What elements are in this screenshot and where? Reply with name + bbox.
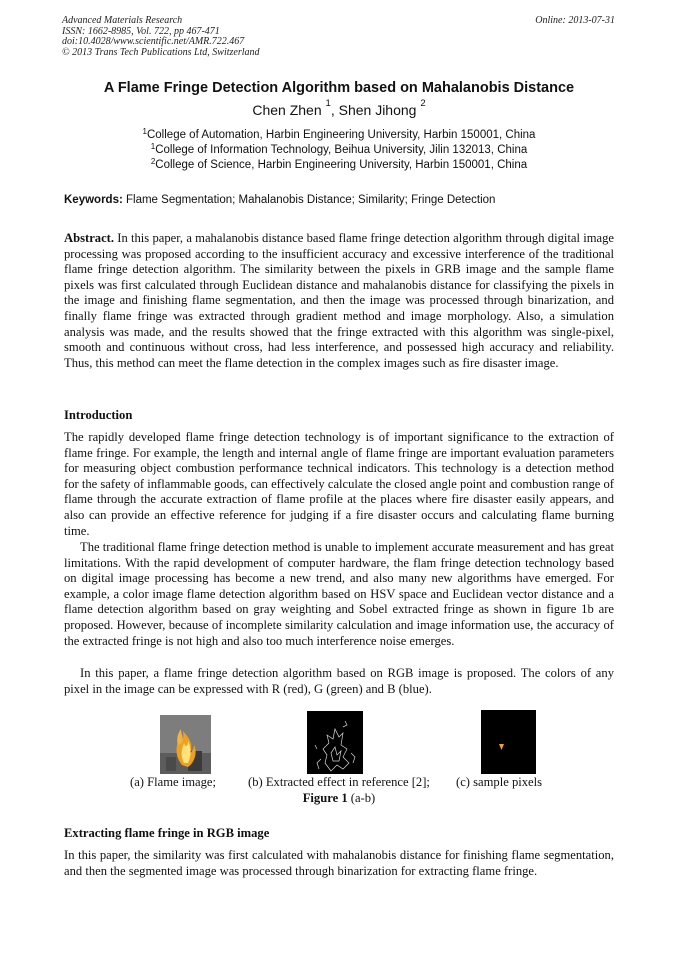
affiliation-list [0,128,678,172]
paper-title: A Flame Fringe Detection Algorithm based on Mahalanobis Distance [103,80,575,96]
figure-label: Figure 1 [302,791,348,805]
affiliation-sup: 2 [150,156,156,166]
online-date: Online: 2013-07-31 [535,15,615,26]
author-name: Chen Zhen [252,102,322,118]
journal-header [62,16,615,58]
issn-line: ISSN: 1662-8985, Vol. 722, pp 467-471 [62,25,220,37]
author-name: Shen Jihong [338,102,417,118]
copyright-line: © 2013 Trans Tech Publications Ltd, Switzerland [62,46,260,58]
keywords-text: Flame Segmentation; Mahalanobis Distance; Similarity; Fringe Detection [126,194,496,206]
introduction-heading: Introduction [64,408,133,422]
figure-suffix: (a-b) [347,791,376,805]
sample-pixels-image [481,710,536,774]
abstract [64,231,614,371]
affiliation-text: College of Science, Harbin Engineering University, Harbin 150001, China [155,158,528,171]
author-separator: , [330,102,339,118]
caption-c: (c) sample pixels [456,775,543,789]
section2-paragraph: In this paper, the similarity was first calculated with mahalanobis distance for finishing flame segmentation, and then the segmented image was processed through binarization for extracting flame fringe. [64,848,614,878]
flame-photo-graphic [160,715,211,774]
affiliation [0,128,678,143]
affiliation-sup: 1 [150,141,156,151]
affiliation-text: College of Automation, Harbin Engineering University, Harbin 150001, China [146,129,536,141]
keywords [64,194,620,206]
author-sup: 1 [325,98,331,109]
author-list [0,98,678,118]
edge-graphic [307,711,363,774]
flame-image [160,715,211,774]
caption-a: (a) Flame image; [130,775,217,789]
affiliation-text: College of Information Technology, Beihua University, Jilin 132013, China [155,143,528,156]
sample-graphic [481,710,536,774]
intro-paragraph: In this paper, a flame fringe detection algorithm based on RGB image is proposed. The colors of any pixel in the image can be expressed with R (red), G (green) and B (blue). [64,666,614,696]
abstract-text: In this paper, a mahalanobis distance based flame fringe detection algorithm through digital image processing was proposed according to the insufficient accuracy and excessive interference of the traditional flame fringe detection algorithm. The similarity between the pixels in GRB image and the sample flame pixels was first calculated through Euclidean distance and mahalanobis distance for classifying the pixels in the image and finishing flame segmentation, and then the image was processed through binarization, and finally flame fringe was extracted through gradient method and image morphology. Also, a simulation analysis was made, and the results showed that the fringe extracted with this algorithm was single-pixel, smooth and continuous without cross, had less interference, and possessed high accuracy and reliability. Thus, this method can meet the flame detection in the complex images such as fire disaster image. [64,231,614,370]
journal-name: Advanced Materials Research [62,15,183,26]
intro-paragraph: The traditional flame fringe detection method is unable to implement accurate measurement and has great limitations. With the rapid development of computer hardware, the flam fringe detection technology based on digital image processing has become a new trend, and also many new algorithms have emerged. For example, a color image flame detection algorithm based on HSV space and Euclidean vector distance and a flame detection algorithm based on gray weighting and Sobel extracted fringe as shown in figure 1b are proposed. However, because of incomplete similarity calculation and image information use, the accuracy of the extracted fringe is not high and also too much interference noise emerges. [64,540,614,648]
extracted-edge-image [307,711,363,774]
intro-paragraph: The rapidly developed flame fringe detection technology is of important significance to the extraction of flame fringe. For example, the length and internal angle of flame fringe are important evaluation parameters for measuring object combustion performance technical indicators. This technology is a detection method for the safety of inflammable goods, can effectively calculate the closed angle point and combustion range of flame through the accurate extraction of flame profile at the places where fire disaster easily appears, and also can provide an effective reference for judging if a fire disaster occurs and calculating flame burning time. [64,430,614,538]
doi-line: doi:10.4028/www.scientific.net/AMR.722.467 [62,36,245,48]
author-sup: 2 [420,98,426,109]
section2-heading: Extracting flame fringe in RGB image [64,826,270,840]
affiliation-sup: 1 [142,127,147,136]
abstract-label: Abstract. [64,231,115,245]
caption-b: (b) Extracted effect in reference [2]; [248,775,430,789]
affiliation [0,158,678,173]
figure-title [0,791,678,806]
keywords-label: Keywords: [64,194,123,206]
affiliation [0,143,678,158]
